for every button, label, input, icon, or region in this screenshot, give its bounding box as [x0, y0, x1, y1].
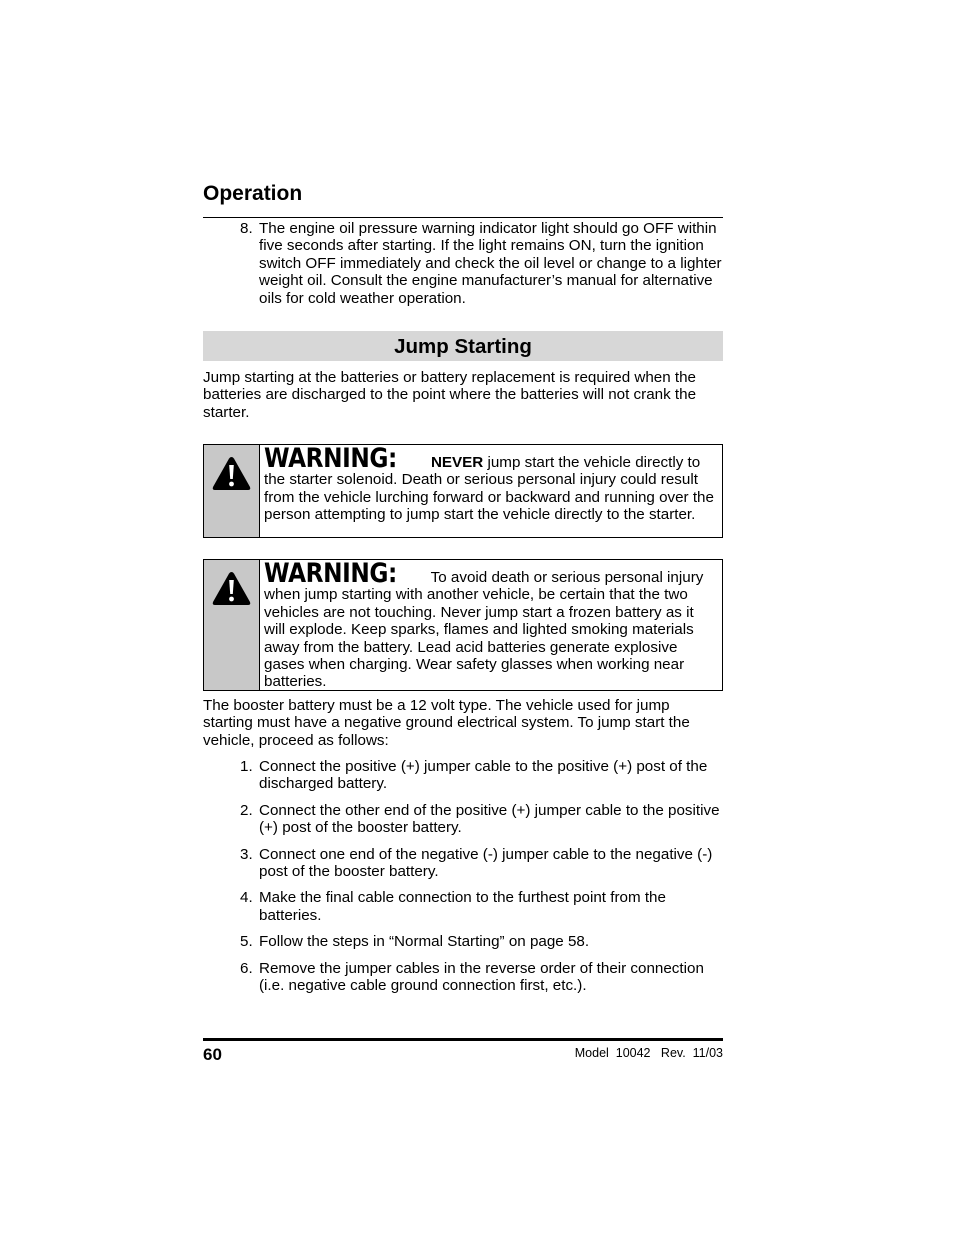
list-item	[203, 220, 723, 307]
step-number: 8.	[240, 220, 253, 237]
section-title: Operation	[203, 182, 303, 205]
warning-box-solenoid	[203, 444, 723, 538]
warning-sidebar	[204, 560, 260, 690]
warning-text: jump start the vehicle directly to the starter solenoid. Death or serious personal injury could result from the vehicle lurching forward or backward and running over the person attempting to jump start the vehicle directly to the starter.	[264, 454, 714, 524]
warning-text: To avoid death or serious personal injury when jump starting with another vehicle, be certain that the two vehicles are not touching. Never jump start a frozen battery as it will explode. Keep sparks, flames and lighted smoking materials away from the battery. Lead acid batteries generate explosive gases when charging. Wear safety glasses when working near batteries.	[264, 569, 704, 691]
footer-rule	[203, 1038, 723, 1041]
step-number: 2.	[240, 801, 253, 819]
list-item	[203, 889, 723, 924]
warning-triangle-icon	[211, 570, 252, 607]
warning-body	[260, 560, 722, 690]
warning-triangle-icon	[211, 455, 252, 492]
warning-label: WARNING:	[264, 558, 397, 589]
jump-starting-intro: Jump starting at the batteries or battery replacement is required when the batteries are discharged to the point where the batteries will not crank the starter.	[203, 369, 697, 421]
warning-label: WARNING:	[264, 443, 397, 474]
step-number: 4.	[240, 889, 253, 907]
jump-starting-banner	[203, 331, 723, 361]
list-item	[203, 802, 723, 837]
step-number: 1.	[240, 758, 253, 775]
step-number: 3.	[240, 845, 253, 863]
list-item	[203, 960, 723, 995]
warning-lead: NEVER	[430, 454, 484, 471]
step-text: Connect the other end of the positive (+) jumper cable to the positive (+) post of the booster battery.	[259, 801, 720, 837]
model-revision: Model 10042 Rev. 11/03	[574, 1046, 723, 1060]
step-text: The engine oil pressure warning indicator light should go OFF within five seconds after starting. If the light remains ON, turn the ignition switch OFF immediately and check the oil level or change to a lighter weight oil. Consult the engine manufacturer’s manual for alternative oils for cold weather operation.	[259, 220, 722, 307]
list-item	[203, 933, 723, 950]
step-number: 5.	[240, 933, 253, 951]
header-rule	[203, 217, 723, 218]
jump-start-steps	[203, 758, 723, 1003]
step-text: Follow the steps in “Normal Starting” on page 58.	[259, 933, 590, 951]
step-text: Make the final cable connection to the furthest point from the batteries.	[259, 889, 666, 924]
list-item	[203, 758, 723, 793]
step-text: Connect one end of the negative (-) jumper cable to the negative (-) post of the booster battery.	[259, 845, 713, 881]
step-text: Remove the jumper cables in the reverse order of their connection (i.e. negative cable ground connection first, etc.).	[259, 959, 704, 995]
page-number: 60	[203, 1045, 222, 1064]
warning-sidebar	[204, 445, 260, 537]
step-number: 6.	[240, 959, 253, 977]
jump-starting-heading: Jump Starting	[394, 335, 532, 358]
warning-box-battery	[203, 559, 723, 691]
step-8	[203, 220, 723, 307]
booster-paragraph: The booster battery must be a 12 volt type. The vehicle used for jump starting must have a negative ground electrical system. To jump start the vehicle, proceed as follows:	[203, 697, 690, 749]
warning-body	[260, 445, 722, 537]
step-text: Connect the positive (+) jumper cable to the positive (+) post of the discharged battery.	[259, 758, 708, 793]
list-item	[203, 846, 723, 881]
